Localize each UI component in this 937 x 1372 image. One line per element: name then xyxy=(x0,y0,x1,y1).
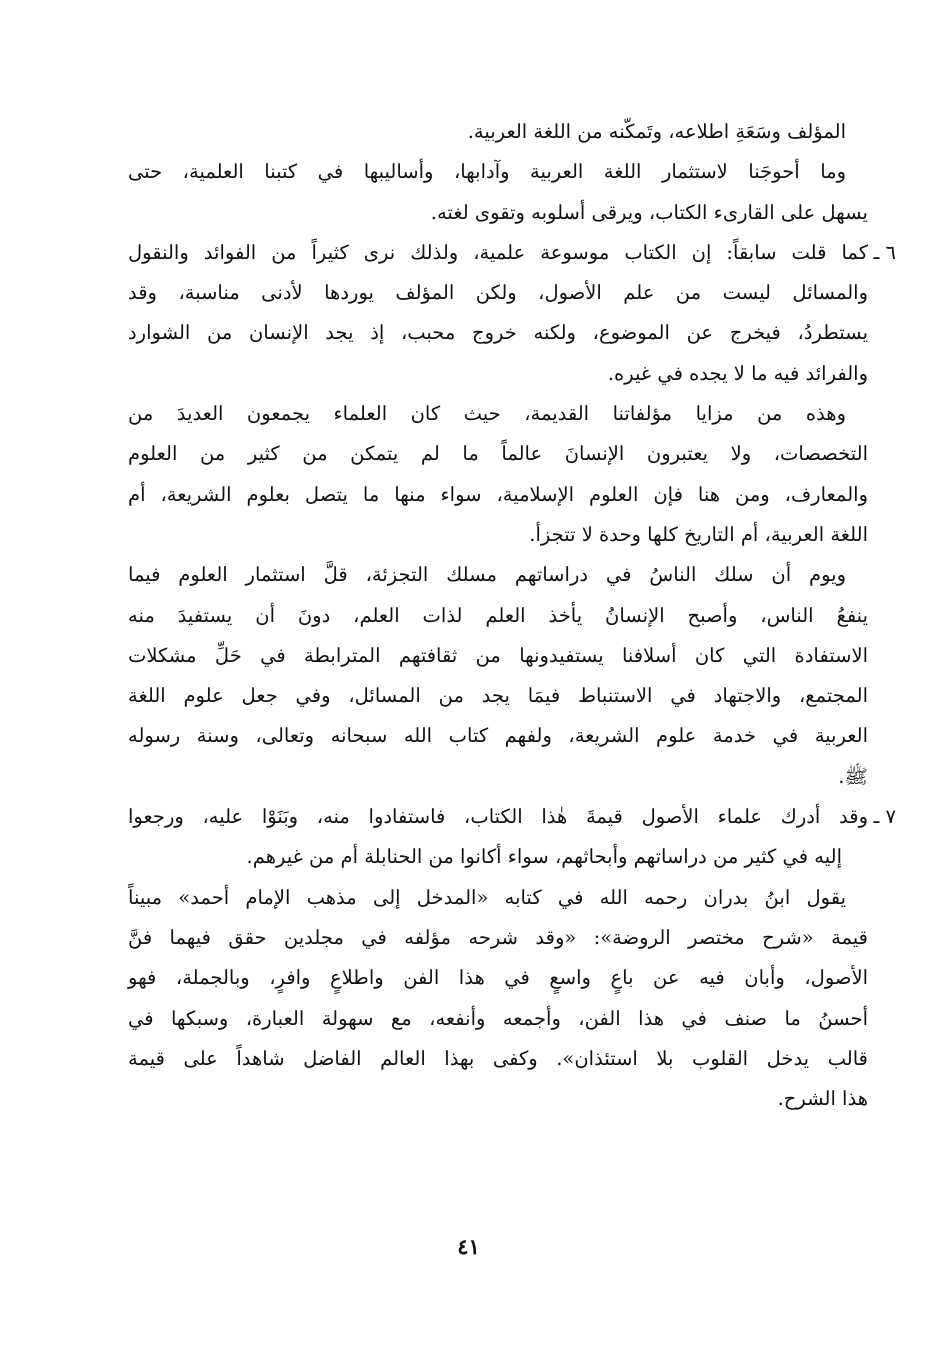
text-line-11: اللغة العربية، أم التاريخ كلها وحدة لا تتجزأ. xyxy=(529,522,868,546)
body-text xyxy=(128,112,896,1119)
item-number-7: ٧ ـ xyxy=(873,805,896,829)
text-line-23: أحسنُ ما صنف في هذا الفن، وأجمعه وأنفعه، مع سهولة العبارة، وسبكها في xyxy=(128,1006,868,1030)
page-number: ٤١ xyxy=(457,1234,480,1259)
text-line-10: والمعارف، ومن هنا فإن العلوم الإسلامية، سواء منها ما يتصل بعلوم الشريعة، أم xyxy=(128,482,868,506)
text-line-9: التخصصات، ولا يعتبرون الإنسانَ عالماً ما لم يتمكن من كثير من العلوم xyxy=(128,442,868,466)
text-line-13: ينفعُ الناس، وأصبح الإنسانُ يأخذ العلم لذات العلم، دونَ أن يستفيدَ منه xyxy=(128,603,868,627)
text-line-17: ﷺ. xyxy=(838,764,868,788)
text-line-21: قيمة «شرح مختصر الروضة»: «وقد شرحه مؤلفه في مجلدين حقق فيهما فنَّ xyxy=(128,925,868,949)
text-line-18: وقد أدرك علماء الأصول قيمةَ هٰذا الكتاب، فاستفادوا منه، وبَنَوْا عليه، ورجعوا xyxy=(128,805,868,829)
text-line-20: يقول ابنُ بدران رحمه الله في كتابه «المدخل إلى مذهب الإمام أحمد» مبيناً xyxy=(128,885,846,909)
text-line-1: المؤلف وسَعَةِ اطلاعه، وتَمكّنه من اللغة العربية. xyxy=(467,120,846,143)
text-line-22: الأصول، وأبان فيه عن باعٍ واسعٍ في هذا الفن واطلاعٍ وافرٍ، وبالجملة، فهو xyxy=(128,966,868,990)
item-7-first-line xyxy=(128,797,896,837)
item-6-first-line xyxy=(128,233,896,273)
text-line-12: ويوم أن سلك الناسُ في دراساتهم مسلك التجزئة، قلَّ استثمار العلوم فيما xyxy=(128,563,846,587)
text-line-8: وهذه من مزايا مؤلفاتنا القديمة، حيث كان العلماء يجمعون العديدَ من xyxy=(128,402,846,426)
item-number-6: ٦ ـ xyxy=(873,240,896,264)
text-line-7: والفرائد فيه ما لا يجده في غيره. xyxy=(607,361,868,385)
text-line-2: وما أحوجَنا لاستثمار اللغة العربية وآدابها، وأساليبها في كتبنا العلمية، حتى xyxy=(128,160,846,184)
text-line-25: هذا الشرح. xyxy=(777,1087,868,1111)
text-line-16: العربية في خدمة علوم الشريعة، ولفهم كتاب الله سبحانه وتعالى، وسنة رسوله xyxy=(128,724,868,748)
text-line-5: والمسائل ليست من علم الأصول، ولكن المؤلف يوردها لأدنى مناسبة، وقد xyxy=(128,281,868,305)
text-line-14: الاستفادة التي كان أسلافنا يستفيدونها من ثقافتهم المترابطة في حَلِّ مشكلات xyxy=(128,643,868,667)
text-line-19: إليه في كثير من دراساتهم وأبحاثهم، سواء أكانوا من الحنابلة أم من غيرهم. xyxy=(246,845,842,869)
text-line-15: المجتمع، والاجتهاد في الاستنباط فيمَا يجد من المسائل، وفي جعل علوم اللغة xyxy=(128,684,868,708)
text-line-24: قالب يدخل القلوب بلا استئذان». وكفى بهذا العالم الفاضل شاهداً على قيمة xyxy=(128,1046,868,1070)
text-line-3: يسهل على القارىء الكتاب، ويرقى أسلوبه وتقوى لغته. xyxy=(430,200,868,224)
text-line-6: يستطردُ، فيخرج عن الموضوع، ولكنه خروج محبب، إذ يجد الإنسان من الشوارد xyxy=(128,321,868,345)
text-line-4: كما قلت سابقاً: إن الكتاب موسوعة علمية، ولذلك نرى كثيراً من الفوائد والنقول xyxy=(128,240,868,264)
